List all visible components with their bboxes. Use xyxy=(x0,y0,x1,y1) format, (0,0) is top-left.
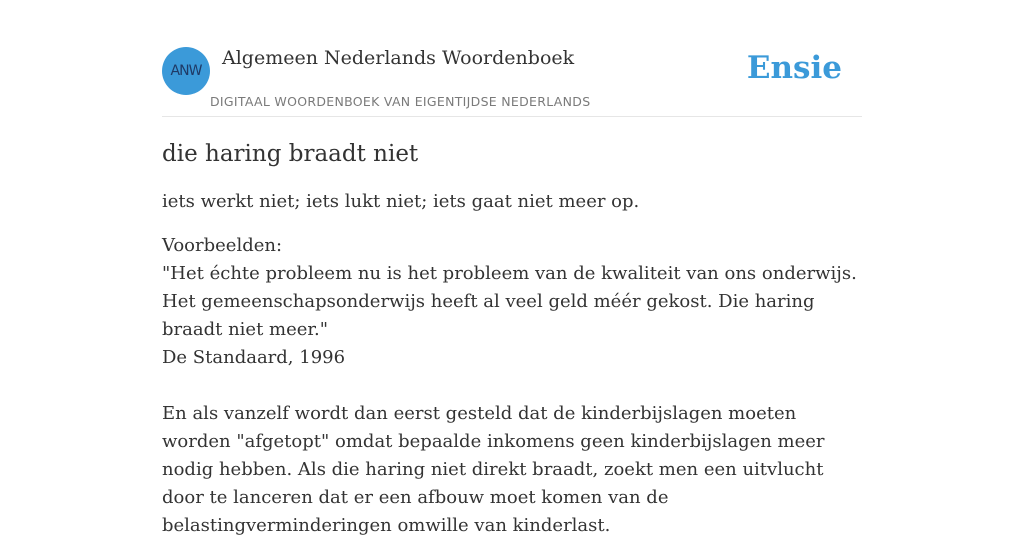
ensie-brand-logo[interactable]: Ensie xyxy=(746,50,842,86)
example-quote: "Het échte probleem nu is het probleem van de kwaliteit van ons onderwijs. Het gemeenschapsonderwijs heeft al veel geld méér gekost. Die haring braadt niet meer." xyxy=(162,263,857,340)
entry-content xyxy=(162,138,868,540)
examples-section xyxy=(162,232,868,540)
site-header xyxy=(162,40,862,117)
anw-logo[interactable] xyxy=(162,47,210,95)
site-subtitle: DIGITAAL WOORDENBOEK VAN EIGENTIJDSE NEDERLANDS xyxy=(210,94,591,109)
site-title[interactable]: Algemeen Nederlands Woordenboek xyxy=(222,47,575,69)
entry-definition: iets werkt niet; iets lukt niet; iets gaat niet meer op. xyxy=(162,191,640,212)
examples-label: Voorbeelden: xyxy=(162,235,283,256)
example-source: De Standaard, 1996 xyxy=(162,347,346,368)
logo-text: ANW xyxy=(170,63,202,79)
example-quote: En als vanzelf wordt dan eerst gesteld dat de kinderbijslagen moeten worden "afgetopt" omdat bepaalde inkomens geen kinderbijslagen meer nodig hebben. Als die haring niet direkt braadt, zoekt men een uitvlucht door te lanceren dat er een afbouw moet komen van de belastingverminderingen omwille van kinderlast. xyxy=(162,403,825,536)
example-spacer xyxy=(162,372,868,400)
entry-term: die haring braadt niet xyxy=(162,141,419,167)
